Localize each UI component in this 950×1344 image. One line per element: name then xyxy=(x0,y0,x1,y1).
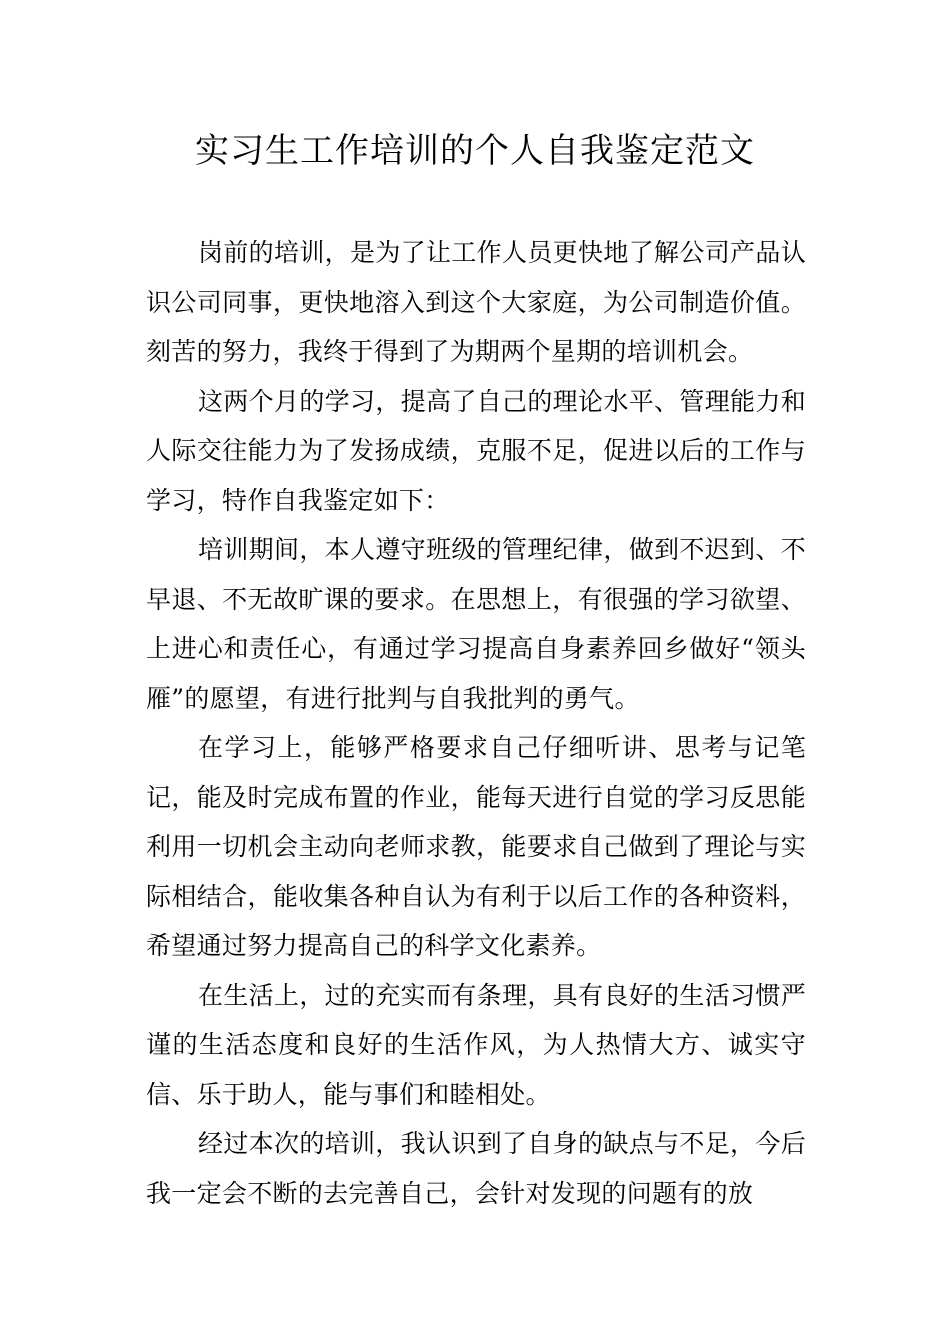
paragraph-4: 在学习上，能够严格要求自己仔细听讲、思考与记笔记，能及时完成布置的作业，能每天进行自觉的学习反思能利用一切机会主动向老师求教，能要求自己做到了理论与实际相结合，能收集各种自认为有利于以后工作的各种资料，希望通过努力提高自己的科学文化素养。 xyxy=(146,733,806,960)
paragraph-2: 这两个月的学习，提高了自己的理论水平、管理能力和人际交往能力为了发扬成绩，克服不足，促进以后的工作与学习，特作自我鉴定如下： xyxy=(146,386,806,515)
paragraph-3: 培训期间，本人遵守班级的管理纪律，做到不迟到、不早退、不无故旷课的要求。在思想上，有很强的学习欲望、上进心和责任心，有通过学习提高自身素养回乡做好“领头雁”的愿望，有进行批判与自我批判的勇气。 xyxy=(146,535,806,713)
paragraph-5: 在生活上，过的充实而有条理，具有良好的生活习惯严谨的生活态度和良好的生活作风，为人热情大方、诚实守信、乐于助人，能与事们和睦相处。 xyxy=(146,980,806,1109)
document-title: 实习生工作培训的个人自我鉴定范文 xyxy=(195,131,755,171)
paragraph-1: 岗前的培训，是为了让工作人员更快地了解公司产品认识公司同事，更快地溶入到这个大家庭，为公司制造价值。刻苦的努力，我终于得到了为期两个星期的培训机会。 xyxy=(146,238,806,366)
document-body xyxy=(146,228,806,1218)
paragraph-6: 经过本次的培训，我认识到了自身的缺点与不足，今后我一定会不断的去完善自己，会针对发现的问题有的放 xyxy=(146,1129,806,1208)
